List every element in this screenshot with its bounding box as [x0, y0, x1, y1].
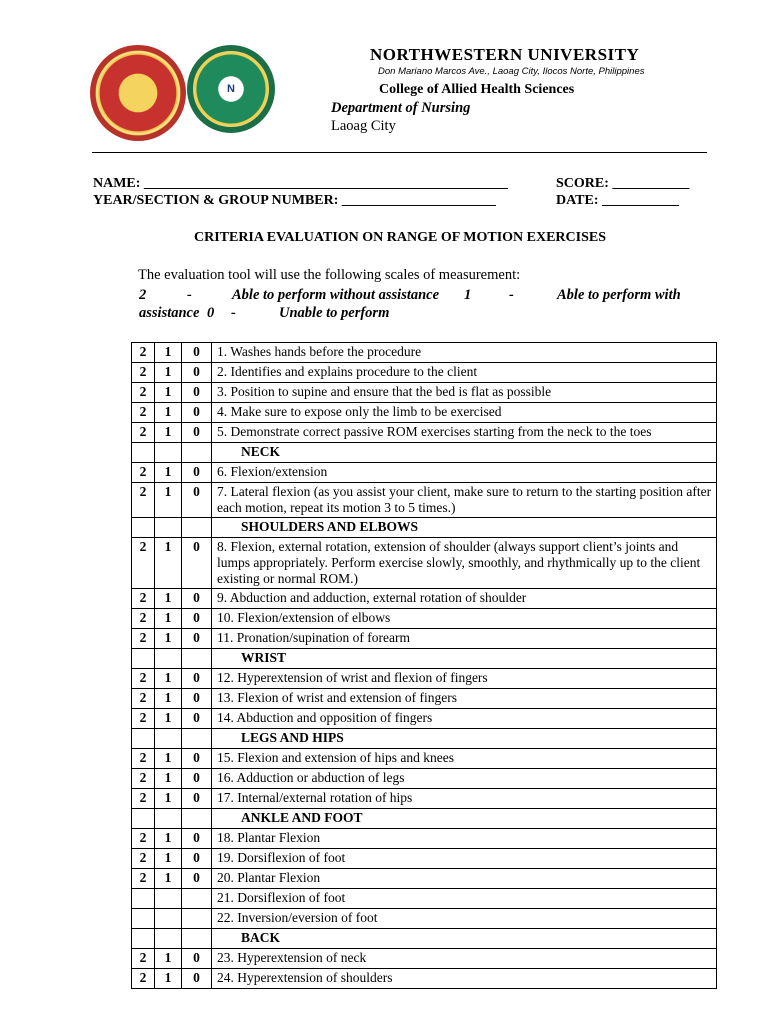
score-cell-2[interactable]: 2	[132, 969, 155, 989]
score-cell-1[interactable]: 1	[155, 383, 182, 403]
empty-score-cell[interactable]	[132, 929, 155, 949]
criteria-row	[132, 909, 717, 929]
score-cell-2[interactable]: 2	[132, 538, 155, 589]
criteria-text: 9. Abduction and adduction, external rotation of shoulder	[212, 589, 717, 609]
criteria-row	[132, 789, 717, 809]
scale-2-dash: -	[187, 287, 192, 303]
score-cell-2[interactable]: 2	[132, 689, 155, 709]
score-cell-2[interactable]: 2	[132, 423, 155, 443]
score-cell-0[interactable]: 0	[182, 423, 212, 443]
empty-score-cell[interactable]	[132, 889, 155, 909]
criteria-text: 12. Hyperextension of wrist and flexion of fingers	[212, 669, 717, 689]
criteria-text: 13. Flexion of wrist and extension of fingers	[212, 689, 717, 709]
criteria-row	[132, 709, 717, 729]
scale-1-number: 1	[464, 287, 472, 303]
scale-intro: The evaluation tool will use the following scales of measurement:	[138, 267, 521, 283]
criteria-text: 20. Plantar Flexion	[212, 869, 717, 889]
score-cell-1[interactable]: 1	[155, 769, 182, 789]
section-row	[132, 518, 717, 538]
criteria-text: 19. Dorsiflexion of foot	[212, 849, 717, 869]
criteria-row	[132, 849, 717, 869]
criteria-row	[132, 969, 717, 989]
section-row	[132, 443, 717, 463]
score-cell-2[interactable]: 2	[132, 849, 155, 869]
score-cell-0[interactable]: 0	[182, 769, 212, 789]
criteria-row	[132, 403, 717, 423]
score-cell-1[interactable]: 1	[155, 969, 182, 989]
criteria-row	[132, 538, 717, 589]
score-cell-0[interactable]: 0	[182, 589, 212, 609]
score-cell-2[interactable]: 2	[132, 463, 155, 483]
score-cell-2[interactable]: 2	[132, 769, 155, 789]
section-heading: WRIST	[212, 649, 717, 669]
criteria-text: 14. Abduction and opposition of fingers	[212, 709, 717, 729]
score-cell-1[interactable]: 1	[155, 363, 182, 383]
section-heading: BACK	[212, 929, 717, 949]
score-cell-2[interactable]: 2	[132, 749, 155, 769]
criteria-text: 24. Hyperextension of shoulders	[212, 969, 717, 989]
empty-score-cell[interactable]	[155, 809, 182, 829]
section-heading: LEGS AND HIPS	[212, 729, 717, 749]
score-cell-2[interactable]: 2	[132, 949, 155, 969]
criteria-text: 7. Lateral flexion (as you assist your client, make sure to return to the starting position after each motion, repeat its motion 3 to 5 times.)	[212, 483, 717, 518]
score-cell-2[interactable]: 2	[132, 789, 155, 809]
score-cell-2[interactable]: 2	[132, 589, 155, 609]
criteria-text: 22. Inversion/eversion of foot	[212, 909, 717, 929]
empty-score-cell[interactable]	[155, 649, 182, 669]
score-cell-0[interactable]: 0	[182, 849, 212, 869]
form-title: CRITERIA EVALUATION ON RANGE OF MOTION EXERCISES	[193, 230, 607, 245]
score-cell-1[interactable]: 1	[155, 403, 182, 423]
city-name: Laoag City	[331, 118, 396, 134]
criteria-row	[132, 463, 717, 483]
empty-score-cell[interactable]	[182, 443, 212, 463]
empty-score-cell[interactable]	[155, 889, 182, 909]
criteria-text: 5. Demonstrate correct passive ROM exercises starting from the neck to the toes	[212, 423, 717, 443]
criteria-text: 16. Adduction or abduction of legs	[212, 769, 717, 789]
college-name: College of Allied Health Sciences	[379, 82, 575, 97]
empty-score-cell[interactable]	[132, 649, 155, 669]
score-cell-0[interactable]: 0	[182, 538, 212, 589]
score-cell-1[interactable]: 1	[155, 483, 182, 518]
score-cell-0[interactable]: 0	[182, 669, 212, 689]
empty-score-cell[interactable]	[182, 929, 212, 949]
criteria-text: 6. Flexion/extension	[212, 463, 717, 483]
score-cell-2[interactable]: 2	[132, 363, 155, 383]
score-cell-1[interactable]: 1	[155, 463, 182, 483]
scale-2-number: 2	[139, 287, 147, 303]
university-name: NORTHWESTERN UNIVERSITY	[370, 45, 640, 64]
criteria-row	[132, 629, 717, 649]
score-cell-1[interactable]: 1	[155, 343, 182, 363]
score-cell-1[interactable]: 1	[155, 589, 182, 609]
criteria-text: 4. Make sure to expose only the limb to be exercised	[212, 403, 717, 423]
empty-score-cell[interactable]	[182, 889, 212, 909]
score-cell-0[interactable]: 0	[182, 949, 212, 969]
score-cell-0[interactable]: 0	[182, 609, 212, 629]
criteria-text: 15. Flexion and extension of hips and knees	[212, 749, 717, 769]
criteria-table	[131, 342, 717, 989]
seal-letter: N	[227, 83, 235, 95]
scale-0-number: 0	[207, 305, 215, 321]
score-cell-0[interactable]: 0	[182, 969, 212, 989]
university-address: Don Mariano Marcos Ave., Laoag City, Ilocos Norte, Philippines	[378, 66, 645, 77]
criteria-text: 18. Plantar Flexion	[212, 829, 717, 849]
empty-score-cell[interactable]	[182, 909, 212, 929]
score-cell-2[interactable]: 2	[132, 869, 155, 889]
score-cell-0[interactable]: 0	[182, 829, 212, 849]
criteria-row	[132, 423, 717, 443]
score-cell-1[interactable]: 1	[155, 869, 182, 889]
score-cell-0[interactable]: 0	[182, 363, 212, 383]
empty-score-cell[interactable]	[155, 929, 182, 949]
criteria-row	[132, 609, 717, 629]
department-of-nursing-seal-logo	[187, 45, 275, 133]
section-heading: SHOULDERS AND ELBOWS	[212, 518, 717, 538]
score-cell-1[interactable]: 1	[155, 609, 182, 629]
criteria-row	[132, 589, 717, 609]
criteria-row	[132, 343, 717, 363]
score-cell-1[interactable]: 1	[155, 829, 182, 849]
score-cell-0[interactable]: 0	[182, 403, 212, 423]
score-cell-2[interactable]: 2	[132, 343, 155, 363]
score-cell-1[interactable]: 1	[155, 949, 182, 969]
score-cell-1[interactable]: 1	[155, 689, 182, 709]
criteria-row	[132, 869, 717, 889]
score-cell-1[interactable]: 1	[155, 789, 182, 809]
score-cell-1[interactable]: 1	[155, 423, 182, 443]
empty-score-cell[interactable]	[182, 729, 212, 749]
criteria-row	[132, 383, 717, 403]
score-cell-0[interactable]: 0	[182, 483, 212, 518]
scale-1-text-cont: assistance	[139, 305, 200, 321]
criteria-text: 3. Position to supine and ensure that the bed is flat as possible	[212, 383, 717, 403]
criteria-row	[132, 749, 717, 769]
empty-score-cell[interactable]	[155, 729, 182, 749]
score-cell-0[interactable]: 0	[182, 789, 212, 809]
scale-0-text: Unable to perform	[279, 305, 390, 321]
score-cell-1[interactable]: 1	[155, 849, 182, 869]
scale-1-dash: -	[509, 287, 514, 303]
criteria-row	[132, 483, 717, 518]
score-cell-1[interactable]: 1	[155, 538, 182, 589]
section-row	[132, 729, 717, 749]
score-cell-2[interactable]: 2	[132, 383, 155, 403]
score-cell-0[interactable]: 0	[182, 463, 212, 483]
criteria-row	[132, 889, 717, 909]
department-name: Department of Nursing	[331, 100, 471, 116]
score-cell-2[interactable]: 2	[132, 669, 155, 689]
score-cell-2[interactable]: 2	[132, 629, 155, 649]
criteria-text: 21. Dorsiflexion of foot	[212, 889, 717, 909]
criteria-row	[132, 949, 717, 969]
score-cell-1[interactable]: 1	[155, 669, 182, 689]
empty-score-cell[interactable]	[182, 518, 212, 538]
score-cell-2[interactable]: 2	[132, 709, 155, 729]
empty-score-cell[interactable]	[182, 809, 212, 829]
score-field[interactable]: SCORE: ___________	[556, 176, 690, 191]
name-field[interactable]: NAME: ____________________________________________________	[93, 176, 508, 191]
scale-2-text: Able to perform without assistance	[232, 287, 440, 303]
header-divider	[92, 152, 707, 153]
scale-0-dash: -	[231, 305, 236, 321]
criteria-text: 1. Washes hands before the procedure	[212, 343, 717, 363]
year-section-group-field[interactable]: YEAR/SECTION & GROUP NUMBER: ______________________	[93, 193, 496, 208]
score-cell-0[interactable]: 0	[182, 343, 212, 363]
score-cell-0[interactable]: 0	[182, 869, 212, 889]
section-row	[132, 649, 717, 669]
criteria-row	[132, 363, 717, 383]
score-cell-2[interactable]: 2	[132, 403, 155, 423]
score-cell-0[interactable]: 0	[182, 709, 212, 729]
empty-score-cell[interactable]	[132, 909, 155, 929]
score-cell-1[interactable]: 1	[155, 629, 182, 649]
empty-score-cell[interactable]	[155, 443, 182, 463]
score-cell-0[interactable]: 0	[182, 689, 212, 709]
section-heading: ANKLE AND FOOT	[212, 809, 717, 829]
empty-score-cell[interactable]	[132, 809, 155, 829]
score-cell-2[interactable]: 2	[132, 483, 155, 518]
score-cell-2[interactable]: 2	[132, 829, 155, 849]
section-row	[132, 809, 717, 829]
criteria-row	[132, 689, 717, 709]
empty-score-cell[interactable]	[132, 729, 155, 749]
criteria-text: 8. Flexion, external rotation, extension of shoulder (always support client’s joints and lumps appropriately. Perform exercise slowly, smoothly, and rhythmically up to the client existing or normal ROM.)	[212, 538, 717, 589]
criteria-row	[132, 769, 717, 789]
criteria-text: 17. Internal/external rotation of hips	[212, 789, 717, 809]
empty-score-cell[interactable]	[155, 518, 182, 538]
empty-score-cell[interactable]	[155, 909, 182, 929]
score-cell-0[interactable]: 0	[182, 629, 212, 649]
scale-1-text: Able to perform with	[557, 287, 681, 303]
section-heading: NECK	[212, 443, 717, 463]
criteria-text: 23. Hyperextension of neck	[212, 949, 717, 969]
score-cell-0[interactable]: 0	[182, 383, 212, 403]
score-cell-2[interactable]: 2	[132, 609, 155, 629]
northwestern-university-seal-logo	[90, 45, 186, 141]
criteria-text: 11. Pronation/supination of forearm	[212, 629, 717, 649]
criteria-row	[132, 829, 717, 849]
score-cell-1[interactable]: 1	[155, 749, 182, 769]
criteria-text: 10. Flexion/extension of elbows	[212, 609, 717, 629]
empty-score-cell[interactable]	[182, 649, 212, 669]
empty-score-cell[interactable]	[132, 518, 155, 538]
date-field[interactable]: DATE: ___________	[556, 193, 680, 208]
score-cell-1[interactable]: 1	[155, 709, 182, 729]
criteria-row	[132, 669, 717, 689]
empty-score-cell[interactable]	[132, 443, 155, 463]
section-row	[132, 929, 717, 949]
criteria-text: 2. Identifies and explains procedure to the client	[212, 363, 717, 383]
score-cell-0[interactable]: 0	[182, 749, 212, 769]
